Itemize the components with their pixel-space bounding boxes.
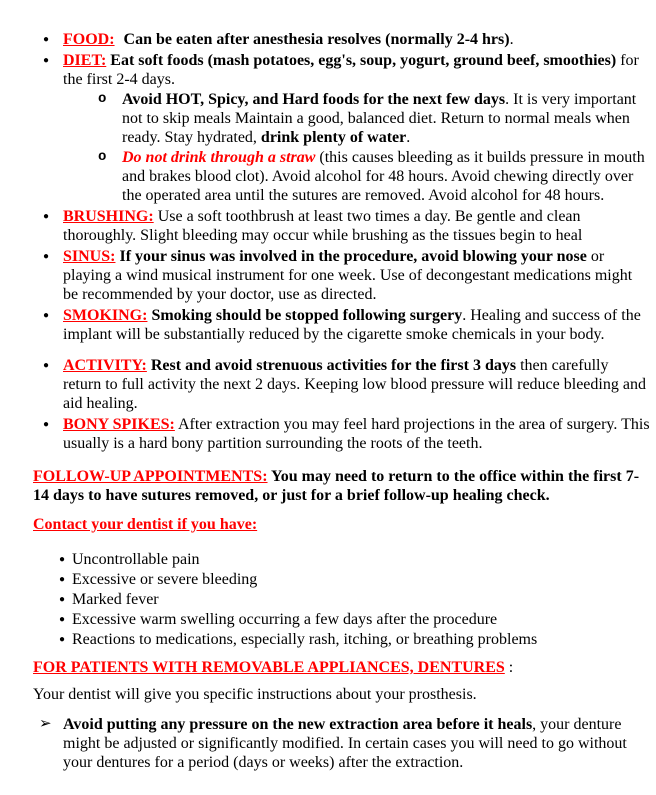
disc-bullet-icon: ● [43, 419, 50, 430]
smoking-text-tail: . Healing and success of the implant will be substantially reduced by the cigarette smoke chemicals in your body. [63, 307, 641, 343]
activity-text-bold: Rest and avoid strenuous activities for the first 3 days [150, 357, 517, 374]
sinus-label: SINUS: [63, 248, 116, 265]
brushing-text: Use a soft toothbrush at least two times a day. Be gentle and clean thoroughly. Slight bleeding may occur while brushing as the tissues begin to heal [63, 208, 583, 244]
follow-up-label: FOLLOW-UP APPOINTMENTS: [33, 468, 268, 485]
symptom-text: Marked fever [72, 591, 159, 608]
bony-spikes-label: BONY SPIKES: [63, 416, 175, 433]
dentures-heading-text: FOR PATIENTS WITH REMOVABLE APPLIANCES, DENTURES [33, 659, 505, 676]
avoid-hot-tail: . [406, 129, 411, 146]
avoid-hot-mid: . It is very important not to skip meals Maintain a good, balanced diet. Return to normal meals when ready. Stay hydrated, [122, 91, 637, 146]
disc-bullet-icon: ● [43, 34, 50, 45]
disc-bullet-icon: ● [59, 554, 66, 565]
list-item-smoking [33, 306, 650, 344]
activity-text-tail: then carefully return to full activity the next 2 days. Keeping low blood pressure will reduce bleeding and aid healing. [63, 357, 646, 412]
sinus-text-tail: or playing a wind musical instrument for one week. Use of decongestant medications might be recommended by your doctor, use as directed. [63, 248, 633, 303]
activity-label: ACTIVITY: [63, 357, 147, 374]
diet-sub-list [63, 90, 650, 205]
follow-up-paragraph [33, 467, 650, 505]
disc-bullet-icon: ● [59, 574, 66, 585]
circle-bullet-icon: o [98, 91, 107, 107]
list-item-bony-spikes [33, 415, 650, 453]
list-item-symptom [33, 570, 650, 589]
list-item-sinus [33, 247, 650, 304]
food-text-bold: Can be eaten after anesthesia resolves (normally 2-4 hrs) [123, 31, 510, 48]
list-item-activity [33, 356, 650, 413]
list-item-diet [33, 51, 650, 205]
list-item-symptom [33, 610, 650, 629]
no-straw-warning: Do not drink through a straw [122, 149, 316, 166]
list-item-symptom [33, 590, 650, 609]
disc-bullet-icon: ● [43, 55, 50, 66]
denture-warning-tail: , your denture might be adjusted or significantly modified. In certain cases you will need to go without your dentures for a period (days or weeks) after the extraction. [63, 716, 627, 771]
list-item-no-straw [63, 148, 650, 205]
list-item-brushing [33, 207, 650, 245]
circle-bullet-icon: o [98, 149, 107, 165]
food-text-tail: . [509, 31, 514, 48]
disc-bullet-icon: ● [43, 310, 50, 321]
dentures-heading-colon: : [508, 659, 514, 676]
brushing-label: BRUSHING: [63, 208, 154, 225]
denture-warning-bold: Avoid putting any pressure on the new extraction area before it heals [63, 716, 533, 733]
disc-bullet-icon: ● [59, 594, 66, 605]
dentures-intro [33, 685, 650, 704]
disc-bullet-icon: ● [43, 251, 50, 262]
disc-bullet-icon: ● [59, 634, 66, 645]
dentures-intro-text: Your dentist will give you specific instructions about your prosthesis. [33, 686, 477, 703]
list-item-symptom [33, 550, 650, 569]
food-label: FOOD: [63, 31, 115, 48]
symptom-text: Excessive or severe bleeding [72, 571, 258, 588]
dentures-warning-list [33, 715, 650, 772]
symptom-text: Uncontrollable pain [72, 551, 200, 568]
diet-text-bold: Eat soft foods (mash potatoes, egg's, soup, yogurt, ground beef, smoothies) [110, 52, 617, 69]
symptom-text: Excessive warm swelling occurring a few days after the procedure [72, 611, 498, 628]
avoid-hot-bold: Avoid HOT, Spicy, and Hard foods for the next few days [122, 91, 506, 108]
dentures-heading [33, 658, 650, 677]
list-item-avoid-hot-foods [63, 90, 650, 147]
smoking-label: SMOKING: [63, 307, 148, 324]
list-item-denture-warning [33, 715, 650, 772]
follow-up-text: You may need to return to the office within the first 7-14 days to have sutures removed, or just for a brief follow-up healing check. [33, 468, 640, 504]
list-item-food [33, 30, 650, 49]
contact-heading-text: Contact your dentist if you have: [33, 516, 258, 533]
bony-spikes-text: After extraction you may feel hard projections in the area of surgery. This usually is a hard bony partition surrounding the roots of the teeth. [63, 416, 650, 452]
disc-bullet-icon: ● [43, 211, 50, 222]
list-item-symptom [33, 630, 650, 649]
disc-bullet-icon: ● [43, 360, 50, 371]
smoking-text-bold: Smoking should be stopped following surgery [151, 307, 463, 324]
arrow-bullet-icon: ➢ [39, 716, 52, 732]
contact-dentist-heading [33, 515, 650, 534]
diet-label: DIET: [63, 52, 107, 69]
symptom-text: Reactions to medications, especially rash, itching, or breathing problems [72, 631, 538, 648]
drink-water-bold: drink plenty of water [260, 129, 407, 146]
post-op-instruction-list [33, 30, 650, 453]
diet-text-tail: for the first 2-4 days. [63, 52, 639, 88]
no-straw-tail: (this causes bleeding as it builds pressure in mouth and brakes blood clot). Avoid alcohol for 48 hours. Avoid chewing directly over the operated area until the sutures are removed. Avoid alcohol for 48 hours. [122, 149, 645, 204]
symptom-list [33, 550, 650, 649]
sinus-text-bold: If your sinus was involved in the procedure, avoid blowing your nose [119, 248, 587, 265]
disc-bullet-icon: ● [59, 614, 66, 625]
